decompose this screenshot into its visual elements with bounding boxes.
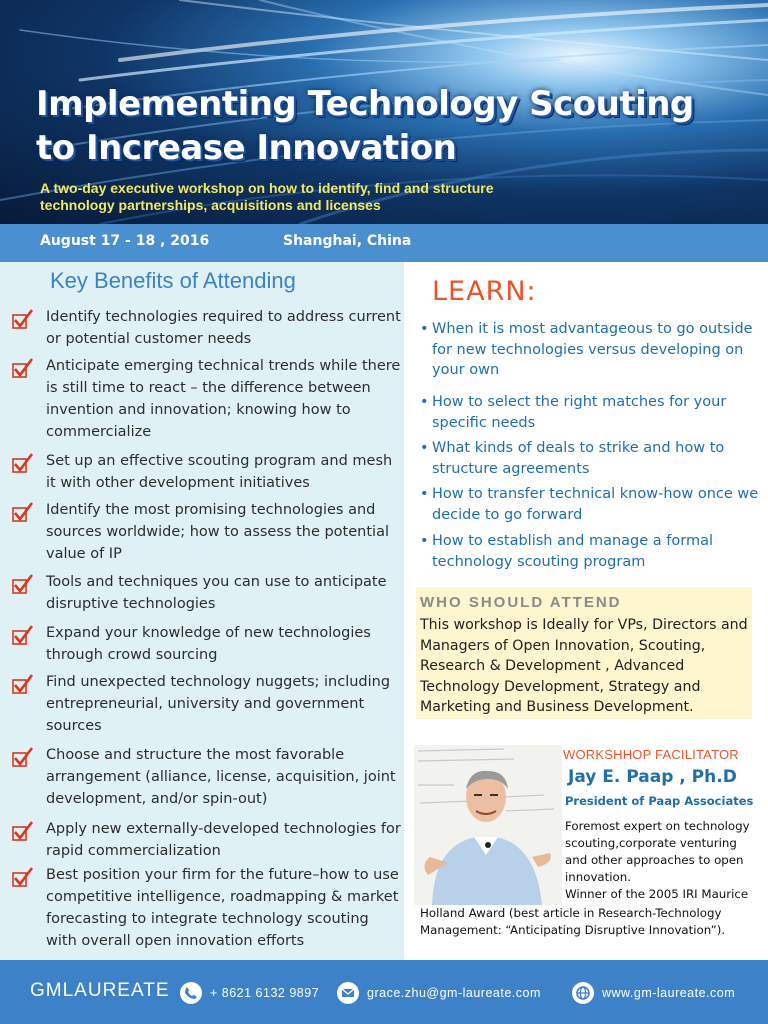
benefit-text: Apply new externally-developed technologies for rapid commercialization [46,821,401,859]
benefit-text: Set up an effective scouting program and mesh it with other development initiatives [46,453,393,491]
benefit-text: Identify the most promising technologies and sources worldwide; how to assess the potential value of IP [46,502,389,562]
benefit-text: Expand your knowledge of new technologies through crowd sourcing [46,625,371,663]
benefit-text: Identify technologies required to address current or potential customer needs [46,309,401,347]
facilitator-bio-text: Foremost expert on technology scouting,corporate venturing and other approaches to open innovation. [565,819,750,884]
learn-item-text: How to select the right matches for your specific needs [432,394,727,431]
globe-icon [572,982,594,1004]
footer-phone[interactable]: + 8621 6132 9897 [210,986,320,1000]
bullet-icon: • [420,394,429,410]
learn-item [420,319,760,381]
who-should-attend-text: This workshop is Ideally for VPs, Directors and Managers of Open Innovation, Scouting, Research & Development , Advanced Technology Development, Strategy and Marketing and Business Development. [420,617,748,715]
phone-icon [180,982,202,1004]
facilitator-portrait-graphic [414,745,562,905]
bullet-icon: • [420,486,429,502]
checkbox-icon [12,866,34,888]
event-date: August 17 - 18 , 2016 [40,233,210,249]
who-should-attend-title: WHO SHOULD ATTEND [420,594,622,611]
facilitator-bio [565,818,757,903]
facilitator-name: Jay E. Paap , Ph.D [568,767,737,787]
learn-title: LEARN: [432,276,537,307]
facilitator-award-line-1: Winner of the 2005 IRI Maurice [565,887,749,901]
header-banner [0,0,768,224]
benefit-text: Tools and techniques you can use to anticipate disruptive technologies [46,574,387,612]
benefit-text: Find unexpected technology nuggets; including entrepreneurial, university and government sources [46,674,391,734]
workshop-subtitle [40,180,740,214]
bullet-icon: • [420,533,429,549]
checkbox-icon [12,308,34,330]
facilitator-role: President of Paap Associates [565,794,754,808]
learn-item [420,484,760,525]
checkbox-icon [12,673,34,695]
subtitle-line-2: technology partnerships, acquisitions and licenses [40,197,381,213]
footer-website[interactable]: www.gm-laureate.com [602,986,736,1000]
bullet-icon: • [420,440,429,456]
checkbox-icon [12,820,34,842]
checkbox-icon [12,624,34,646]
checkbox-icon [12,357,34,379]
learn-item [420,392,760,433]
facilitator-label: WORKSHHOP FACILITATOR [563,747,739,762]
learn-item [420,531,760,572]
checkbox-icon [12,573,34,595]
email-icon [337,982,359,1004]
checkbox-icon [12,746,34,768]
learn-item-text: How to transfer technical know-how once we decide to go forward [432,486,759,523]
bullet-icon: • [420,321,429,337]
workshop-title [36,82,756,170]
benefit-text: Anticipate emerging technical trends while there is still time to react – the difference between invention and innovation; knowing how to commercialize [46,358,401,440]
checkbox-icon [12,501,34,523]
benefits-title: Key Benefits of Attending [50,268,296,293]
facilitator-award: Holland Award (best article in Research-Technology Management: “Anticipating Disruptive Innovation”). [420,906,726,937]
checkbox-icon [12,452,34,474]
facilitator-photo [414,745,562,905]
benefit-text: Best position your firm for the future–how to use competitive intelligence, roadmapping & market forecasting to integrate technology scouting with overall open innovation efforts [46,867,399,949]
title-line-2: to Increase Innovation [36,128,457,168]
learn-item [420,438,760,479]
subtitle-line-1: A two-day executive workshop on how to identify, find and structure [40,180,494,196]
title-line-1: Implementing Technology Scouting [36,84,694,124]
learn-item-text: When it is most advantageous to go outside for new technologies versus developing on your own [432,321,753,378]
event-location: Shanghai, China [283,233,412,249]
company-logo: GMLAUREATE [30,980,170,1001]
learn-item-text: How to establish and manage a formal technology scouting program [432,533,713,570]
footer-email[interactable]: grace.zhu@gm-laureate.com [367,986,541,1000]
benefit-text: Choose and structure the most favorable arrangement (alliance, license, acquisition, joint development, and/or spin-out) [46,747,396,807]
learn-item-text: What kinds of deals to strike and how to structure agreements [432,440,725,477]
